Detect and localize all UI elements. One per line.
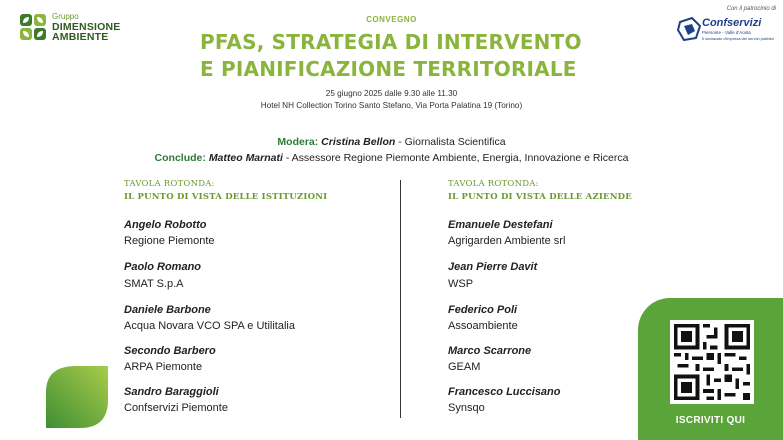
left-speaker-name-4: Secondo Barbero — [124, 345, 216, 357]
sponsor-caption: Con il patrocinio di — [726, 6, 776, 12]
right-speaker-name-2: Jean Pierre Davit — [448, 261, 538, 273]
left-speaker-org-3: Acqua Novara VCO SPA e Utilitalia — [124, 320, 295, 332]
conclusion-name: Matteo Marnati — [208, 152, 283, 164]
event-title-line1: PFAS, STRATEGIA DI INTERVENTO — [200, 30, 582, 54]
decorative-leaf-icon — [46, 366, 108, 428]
left-speaker-org-2: SMAT S.p.A — [124, 278, 184, 290]
right-speaker-name-3: Federico Poli — [448, 304, 518, 316]
logo-name-line2: AMBIENTE — [52, 31, 109, 43]
qr-code-icon — [674, 324, 750, 400]
left-table-heading: TAVOLA ROTONDA: — [124, 179, 215, 189]
signup-label[interactable]: ISCRIVITI QUI — [675, 415, 746, 426]
event-venue: Hotel NH Collection Torino Santo Stefano, Via Porta Palatina 19 (Torino) — [260, 101, 523, 110]
left-speaker-org-4: ARPA Piemonte — [124, 361, 203, 373]
right-speaker-name-1: Emanuele Destefani — [448, 219, 553, 231]
left-speaker-org-1: Regione Piemonte — [124, 235, 215, 247]
right-table-heading: TAVOLA ROTONDA: — [448, 179, 539, 189]
sponsor-tagline: Il sindacato d'impresa dei servizi pubblici — [702, 36, 775, 41]
event-title-line2: E PIANIFICAZIONE TERRITORIALE — [200, 57, 577, 81]
left-speaker-name-3: Daniele Barbone — [124, 304, 211, 316]
column-divider — [400, 180, 401, 418]
sponsor-subtitle: Piemonte - Valle d'Aosta — [702, 30, 751, 35]
right-table-subheading: IL PUNTO DI VISTA DELLE AZIENDE — [448, 192, 632, 202]
sponsor-name: Confservizi — [702, 17, 762, 29]
event-date: 25 giugno 2025 dalle 9.30 alle 11.30 — [325, 89, 458, 98]
left-speaker-name-2: Paolo Romano — [124, 261, 202, 273]
left-speaker-name-1: Angelo Robotto — [124, 219, 207, 231]
left-speaker-name-5: Sandro Baraggioli — [124, 386, 219, 398]
moderator-description: - Giornalista Scientifica — [395, 136, 506, 148]
right-speaker-org-3: Assoambiente — [448, 320, 518, 332]
right-speaker-org-1: Agrigarden Ambiente srl — [448, 235, 566, 247]
moderator-name: Cristina Bellon — [321, 136, 396, 148]
event-type: CONVEGNO — [366, 15, 417, 24]
left-table-subheading: IL PUNTO DI VISTA DELLE ISTITUZIONI — [124, 192, 328, 202]
right-speaker-name-4: Marco Scarrone — [448, 345, 532, 357]
conclusion-description: - Assessore Regione Piemonte Ambiente, Energia, Innovazione e Ricerca — [282, 152, 629, 164]
right-speaker-name-5: Francesco Luccisano — [448, 386, 561, 398]
moderator-label: Modera: — [277, 136, 319, 148]
conclusion-label: Conclude: — [154, 152, 206, 164]
right-speaker-org-2: WSP — [448, 278, 474, 290]
right-speaker-org-4: GEAM — [448, 361, 481, 373]
moderator-line — [0, 136, 783, 148]
logo-name-line1: DIMENSIONE — [52, 21, 121, 33]
right-speaker-org-5: Synsqo — [448, 402, 485, 414]
logo-group-text: Gruppo — [52, 12, 79, 21]
conclusion-line — [0, 152, 783, 164]
registration-qr[interactable] — [670, 320, 754, 404]
left-speaker-org-5: Confservizi Piemonte — [124, 402, 228, 414]
